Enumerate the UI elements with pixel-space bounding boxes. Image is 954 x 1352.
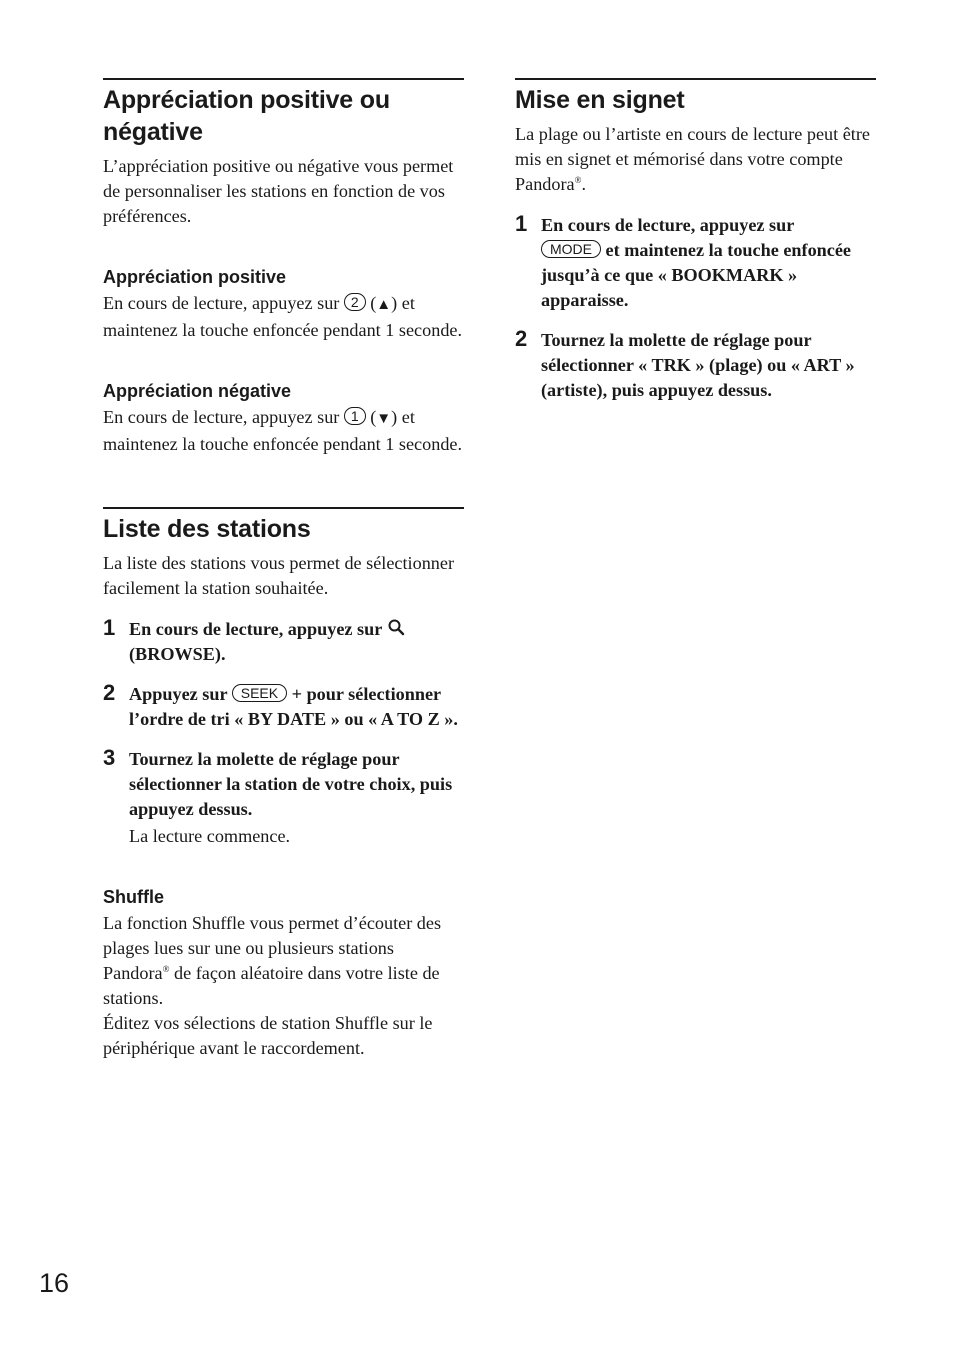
key-2-icon: 2 bbox=[344, 293, 366, 311]
shuffle-text-2: Éditez vos sélections de station Shuffle sur le périphérique avant le raccordement. bbox=[103, 1013, 433, 1058]
stations-step-2: 2 Appuyez sur SEEK + pour sélectionner l’ordre de tri « BY DATE » ou « A TO Z ». bbox=[103, 680, 458, 729]
thumb-down-triangle-icon: ▼ bbox=[376, 411, 392, 427]
rating-title: Appréciation positive ou négative bbox=[103, 86, 390, 146]
step-note: La lecture commence. bbox=[129, 826, 291, 846]
rating-section bbox=[103, 78, 464, 457]
mode-key-icon: MODE bbox=[541, 240, 601, 258]
shuffle-text-1: La fonction Shuffle vous permet d’écouter des plages lues sur une ou plusieurs stations Pandora® de façon aléatoire dans votre liste de stations. bbox=[103, 913, 442, 1008]
stations-step-3: 3 Tournez la molette de réglage pour sélectionner la station de votre choix, puis appuyez dessus. La lecture commence. bbox=[103, 747, 464, 849]
seek-key-icon: SEEK bbox=[232, 684, 287, 702]
stations-intro: La liste des stations vous permet de sélectionner facilement la station souhaitée. bbox=[103, 553, 455, 598]
stations-step-1: 1 En cours de lecture, appuyez sur (BROWSE). bbox=[103, 617, 464, 667]
positive-heading: Appréciation positive bbox=[103, 267, 287, 287]
page-number: 16 bbox=[39, 1268, 70, 1298]
step-number: 1 bbox=[103, 615, 116, 640]
stations-title: Liste des stations bbox=[103, 515, 311, 543]
key-1-icon: 1 bbox=[344, 407, 366, 425]
left-column bbox=[103, 78, 464, 1061]
step-number: 2 bbox=[103, 680, 116, 705]
negative-text: En cours de lecture, appuyez sur 1 (▼) et maintenez la touche enfoncée pendant 1 seconde. bbox=[103, 407, 463, 454]
bookmark-step-1: 1 En cours de lecture, appuyez sur MODE et maintenez la touche enfoncée jusqu’à ce que « BOOKMARK » apparaisse. bbox=[515, 211, 852, 310]
step-number: 2 bbox=[515, 326, 528, 351]
negative-heading: Appréciation négative bbox=[103, 381, 292, 401]
right-column bbox=[515, 78, 876, 403]
bookmark-section bbox=[515, 78, 876, 403]
shuffle-heading: Shuffle bbox=[103, 887, 164, 907]
thumb-up-triangle-icon: ▲ bbox=[376, 297, 392, 313]
stations-section bbox=[103, 507, 464, 1061]
bookmark-intro: La plage ou l’artiste en cours de lecture peut être mis en signet et mémorisé dans votre compte Pandora®. bbox=[515, 124, 870, 194]
step-number: 3 bbox=[103, 745, 116, 770]
positive-text: En cours de lecture, appuyez sur 2 (▲) et maintenez la touche enfoncée pendant 1 seconde. bbox=[103, 293, 463, 340]
search-icon bbox=[387, 618, 405, 636]
bookmark-step-2: 2 Tournez la molette de réglage pour sélectionner « TRK » (plage) ou « ART » (artiste), puis appuyez dessus. bbox=[515, 326, 855, 400]
rating-intro: L’appréciation positive ou négative vous permet de personnaliser les stations en fonction de vos préférences. bbox=[103, 156, 454, 226]
step-number: 1 bbox=[515, 211, 528, 236]
bookmark-title: Mise en signet bbox=[515, 86, 685, 114]
